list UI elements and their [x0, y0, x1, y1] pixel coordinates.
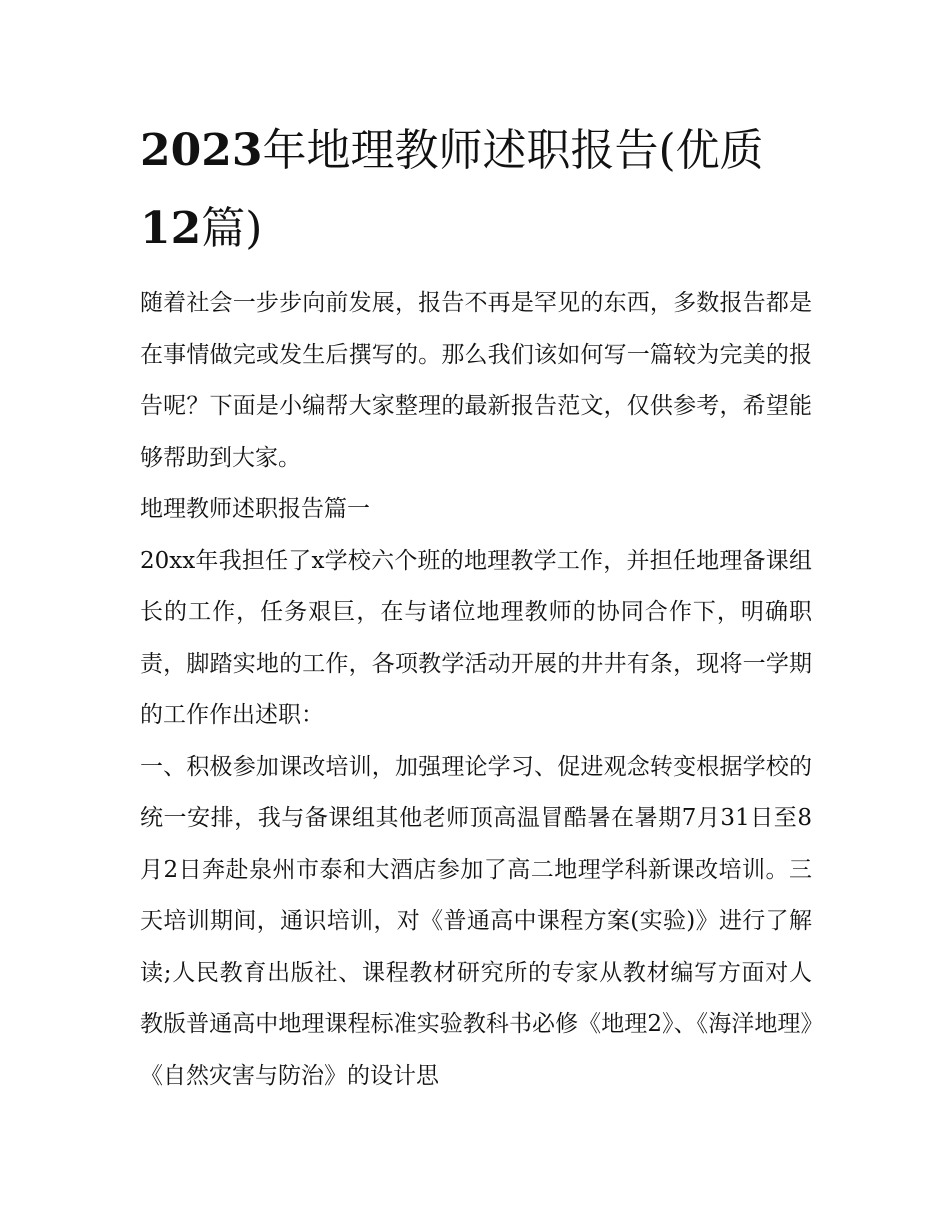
body-paragraph: 一、积极参加课改培训，加强理论学习、促进观念转变根据学校的统一安排，我与备课组其他老师顶高温冒酷暑在暑期7月31日至8月2日奔赴泉州市泰和大酒店参加了高二地理学科新课改培训。三天培训期间，通识培训，对《普通高中课程方案(实验)》进行了解读;人民教育出版社、课程教材研究所的专家从教材编写方面对人教版普通高中地理课程标准实验教科书必修《地理2》、《海洋地理》《自然灾害与防治》的设计思	[140, 753, 812, 1089]
document-title: 2023年地理教师述职报告(优质12篇)	[140, 125, 764, 254]
section-heading: 地理教师述职报告篇一	[140, 496, 370, 522]
document-body	[140, 278, 812, 1102]
title-block	[140, 112, 812, 268]
title-number: 2023	[140, 125, 263, 176]
title-number: 12	[140, 203, 202, 254]
document-page	[140, 112, 812, 1102]
intro-paragraph: 随着社会一步步向前发展，报告不再是罕见的东西，多数报告都是在事情做完或发生后撰写的。那么我们该如何写一篇较为完美的报告呢？下面是小编帮大家整理的最新报告范文，仅供参考，希望能够帮助到大家。	[140, 290, 812, 471]
body-paragraph: 20xx年我担任了x学校六个班的地理教学工作，并担任地理备课组长的工作，任务艰巨，在与诸位地理教师的协同合作下，明确职责，脚踏实地的工作，各项教学活动开展的井井有条，现将一学期的工作作出述职：	[140, 547, 812, 728]
